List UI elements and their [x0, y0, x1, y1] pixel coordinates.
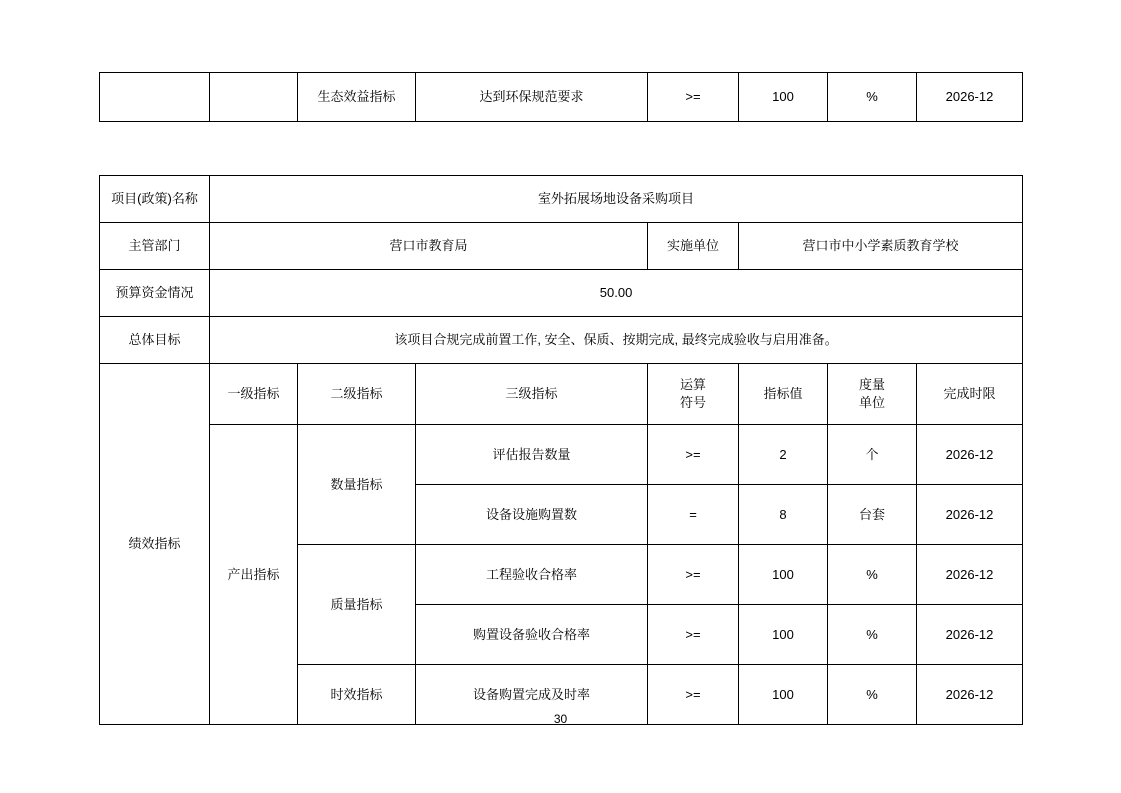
header-value: 指标值 — [739, 364, 828, 425]
row-department — [100, 223, 1023, 270]
continuation-col1 — [100, 73, 210, 122]
department-value: 营口市教育局 — [210, 223, 648, 270]
project-name-value: 室外拓展场地设备采购项目 — [210, 176, 1023, 223]
header-operator-line2: 符号 — [679, 395, 706, 410]
level2-quality-indicator: 质量指标 — [298, 545, 416, 665]
measure-unit: 台套 — [828, 485, 917, 545]
performance-indicator-label: 绩效指标 — [100, 364, 210, 725]
row-indicator-header — [100, 364, 1023, 425]
header-unit — [828, 364, 917, 425]
indicator-value: 2 — [739, 425, 828, 485]
project-name-label: 项目(政策)名称 — [100, 176, 210, 223]
header-level2: 二级指标 — [298, 364, 416, 425]
header-unit-line2: 单位 — [858, 395, 885, 410]
header-operator-line1: 运算 — [679, 377, 706, 393]
continuation-col2 — [210, 73, 298, 122]
completion-deadline: 2026-12 — [917, 485, 1023, 545]
continuation-operator: >= — [648, 73, 739, 122]
level3-indicator: 设备设施购置数 — [416, 485, 648, 545]
row-project-name — [100, 176, 1023, 223]
continuation-deadline: 2026-12 — [917, 73, 1023, 122]
operator-symbol: >= — [648, 665, 739, 725]
header-operator — [648, 364, 739, 425]
table-row — [100, 73, 1023, 122]
level3-indicator: 设备购置完成及时率 — [416, 665, 648, 725]
continuation-level3: 达到环保规范要求 — [416, 73, 648, 122]
measure-unit: % — [828, 605, 917, 665]
measure-unit: % — [828, 545, 917, 605]
completion-deadline: 2026-12 — [917, 605, 1023, 665]
header-unit-line1: 度量 — [858, 377, 885, 393]
continuation-level2: 生态效益指标 — [298, 73, 416, 122]
indicator-value: 100 — [739, 605, 828, 665]
operator-symbol: >= — [648, 425, 739, 485]
level2-timeliness-indicator: 时效指标 — [298, 665, 416, 725]
level3-indicator: 评估报告数量 — [416, 425, 648, 485]
performance-target-table — [99, 175, 1023, 725]
level3-indicator: 工程验收合格率 — [416, 545, 648, 605]
header-level1: 一级指标 — [210, 364, 298, 425]
budget-value: 50.00 — [210, 270, 1023, 317]
operator-symbol: = — [648, 485, 739, 545]
continuation-unit: % — [828, 73, 917, 122]
measure-unit: % — [828, 665, 917, 725]
completion-deadline: 2026-12 — [917, 425, 1023, 485]
continuation-table — [99, 72, 1023, 122]
continuation-value: 100 — [739, 73, 828, 122]
level2-quantity-indicator: 数量指标 — [298, 425, 416, 545]
indicator-value: 100 — [739, 545, 828, 605]
indicator-value: 100 — [739, 665, 828, 725]
measure-unit: 个 — [828, 425, 917, 485]
overall-goal-label: 总体目标 — [100, 317, 210, 364]
operator-symbol: >= — [648, 545, 739, 605]
overall-goal-value: 该项目合规完成前置工作, 安全、保质、按期完成, 最终完成验收与启用准备。 — [210, 317, 1023, 364]
indicator-value: 8 — [739, 485, 828, 545]
page-number: 30 — [553, 712, 568, 726]
department-label: 主管部门 — [100, 223, 210, 270]
budget-label: 预算资金情况 — [100, 270, 210, 317]
level1-output-indicator: 产出指标 — [210, 425, 298, 725]
operator-symbol: >= — [648, 605, 739, 665]
completion-deadline: 2026-12 — [917, 665, 1023, 725]
row-overall-goal — [100, 317, 1023, 364]
table-row — [100, 425, 1023, 485]
header-level3: 三级指标 — [416, 364, 648, 425]
level3-indicator: 购置设备验收合格率 — [416, 605, 648, 665]
row-budget — [100, 270, 1023, 317]
implementing-unit-value: 营口市中小学素质教育学校 — [739, 223, 1023, 270]
implementing-unit-label: 实施单位 — [648, 223, 739, 270]
header-deadline: 完成时限 — [917, 364, 1023, 425]
completion-deadline: 2026-12 — [917, 545, 1023, 605]
